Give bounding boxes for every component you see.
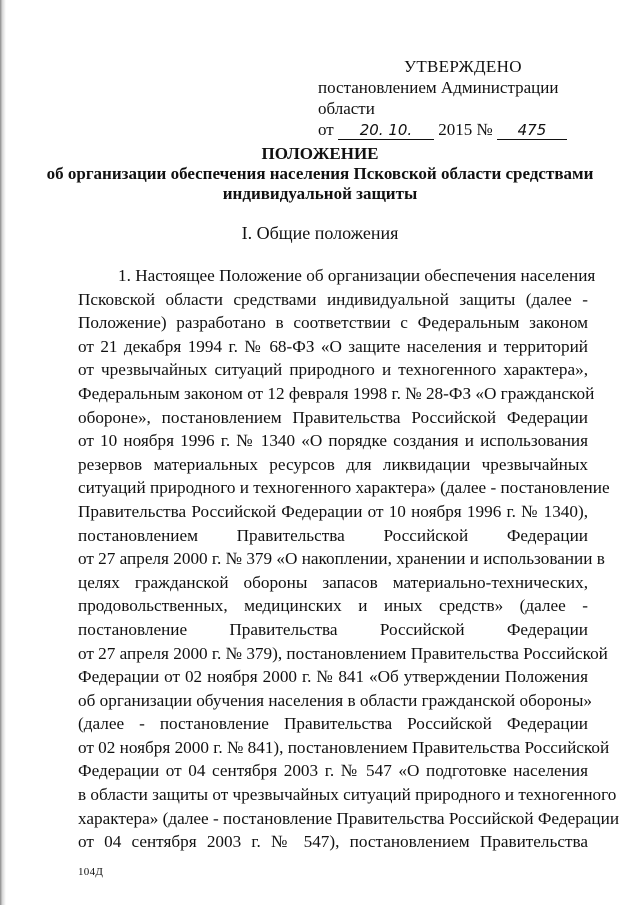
approval-date-row bbox=[318, 119, 598, 140]
approval-line: постановлением Администрации области bbox=[318, 78, 559, 118]
paragraph-line: от 04 сентября 2003 г. № 547), постановлением Правительства bbox=[78, 832, 588, 852]
paragraph-line: постановление Правительства Российской Федерации bbox=[78, 619, 588, 639]
document-title-block bbox=[0, 144, 640, 204]
paragraph-line: характера» (далее - постановление Правительства Российской Федерации bbox=[78, 808, 620, 828]
handwritten-number: 475 bbox=[497, 121, 567, 140]
paragraph-line: постановлением Правительства Российской Федерации bbox=[78, 525, 588, 545]
page-edge-shadow bbox=[0, 0, 6, 905]
approval-stamp bbox=[318, 56, 598, 140]
paragraph-line: обороне», постановлением Правительства Российской Федерации bbox=[78, 407, 588, 427]
paragraph-line: Правительства Российской Федерации от 10 ноября 1996 г. № 1340), bbox=[78, 501, 588, 521]
paragraph-line: 1. Настоящее Положение об организации обеспечения населения bbox=[118, 266, 596, 285]
paragraph-line: Положение) разработано в соответствии с Федеральным законом bbox=[78, 313, 588, 333]
paragraph-line: от 27 апреля 2000 г. № 379 «О накоплении, хранении и использовании в bbox=[78, 549, 605, 569]
paragraph-line: об организации обучения населения в области гражданской обороны» bbox=[78, 690, 592, 710]
document-subtitle-line: индивидуальной защиты bbox=[222, 184, 418, 203]
document-subtitle-line: об организации обеспечения населения Псковской области средствами bbox=[46, 164, 594, 183]
footer-code: 104Д bbox=[78, 866, 104, 878]
approval-title: УТВЕРЖДЕНО bbox=[404, 57, 522, 76]
handwritten-date: 20. 10. bbox=[338, 121, 434, 140]
paragraph-line: (далее - постановление Правительства Российской Федерации bbox=[78, 714, 588, 734]
paragraph-line: продовольственных, медицинских и иных средств» (далее - bbox=[78, 596, 588, 616]
section-heading: I. Общие положения bbox=[241, 223, 399, 243]
paragraph-line: целях гражданской обороны запасов материально-технических, bbox=[78, 572, 588, 592]
paragraph-line: в области защиты от чрезвычайных ситуаций природного и техногенного bbox=[78, 785, 617, 805]
paragraph-line: Федерации от 02 ноября 2000 г. № 841 «Об утверждении Положения bbox=[78, 667, 588, 687]
paragraph-line: резервов материальных ресурсов для ликвидации чрезвычайных bbox=[78, 454, 588, 474]
approval-year: 2015 № bbox=[438, 120, 493, 139]
paragraph-line: от 27 апреля 2000 г. № 379), постановлением Правительства Российской bbox=[78, 643, 608, 663]
paragraph-line: Федерации от 04 сентября 2003 г. № 547 «О подготовке населения bbox=[78, 761, 588, 781]
document-title: ПОЛОЖЕНИЕ bbox=[261, 144, 379, 163]
paragraph-line: от 02 ноября 2000 г. № 841), постановлением Правительства Российской bbox=[78, 737, 610, 757]
paragraph-line: от чрезвычайных ситуаций природного и техногенного характера», bbox=[78, 360, 588, 380]
paragraph-line: от 21 декабря 1994 г. № 68-ФЗ «О защите населения и территорий bbox=[78, 336, 588, 356]
paragraph-line: ситуаций природного и техногенного характера» (далее - постановление bbox=[78, 478, 610, 498]
paragraph-line: Федеральным законом от 12 февраля 1998 г. № 28-ФЗ «О гражданской bbox=[78, 383, 595, 403]
paragraph-line: Псковской области средствами индивидуальной защиты (далее - bbox=[78, 289, 588, 309]
paragraph-line: от 10 ноября 1996 г. № 1340 «О порядке создания и использования bbox=[78, 431, 588, 451]
paragraph-body bbox=[78, 264, 620, 854]
approval-prefix: от bbox=[318, 120, 334, 139]
